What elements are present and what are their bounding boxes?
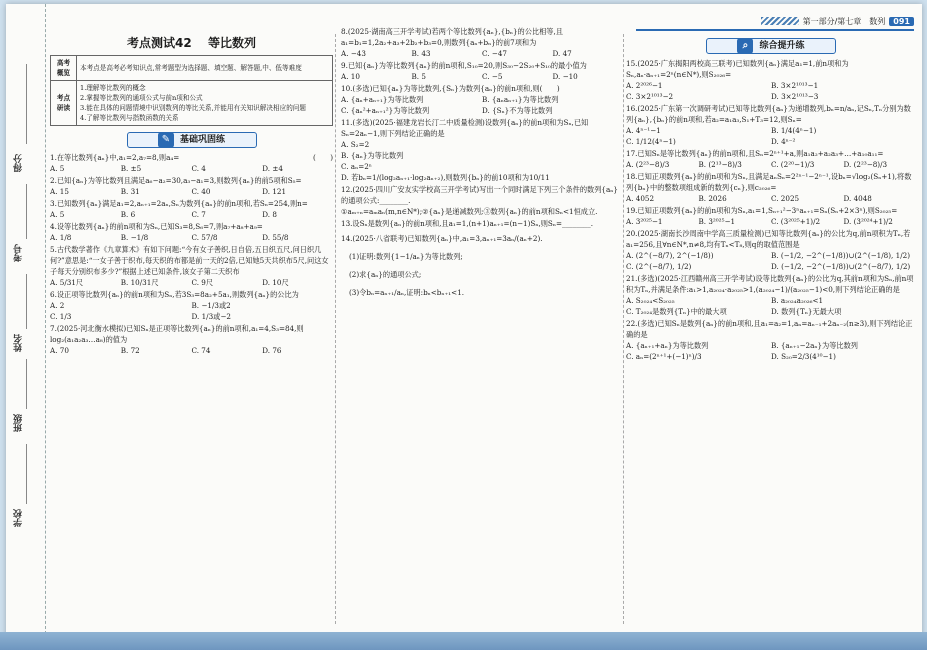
option: B. a₂₀₂₄a₂₀₂₆<1 (771, 296, 824, 305)
option: C. 9尺 (191, 278, 214, 287)
title-number: 考点测试42 (127, 36, 192, 50)
question-stem: 22.(多选)已知Sₙ是数列{aₙ}的前n项和,且a₁=a₂=1,aₙ=aₙ₋₁+2aₙ₋₂(n≥3),则下列结论正确的是 (626, 319, 913, 339)
question-2 (50, 175, 333, 197)
option: C. {aₙ²+aₙ₊₁²}为等比数列 (341, 106, 430, 115)
study-label: 考点研读 (51, 81, 77, 126)
section-basic-label: 基础巩固练 (179, 134, 225, 145)
section-basic-heading (127, 132, 257, 148)
question-6 (50, 289, 333, 322)
option: B. 2026 (698, 194, 727, 203)
option: A. −43 (341, 49, 366, 58)
option: D. 3×2¹⁰¹³−3 (771, 92, 819, 101)
option: C. 74 (191, 346, 211, 355)
exam-no-label: 考号 (14, 244, 24, 262)
question-4 (50, 221, 333, 243)
option: B. 72 (120, 346, 140, 355)
question-stem: 11.(多选)(2025·福建龙岩长汀二中质量检测)设数列{aₙ}的前n项和为Sₙ,已知Sₙ=2aₙ−1,则下列结论正确的是 (341, 118, 589, 138)
question-11 (341, 117, 623, 183)
option: D. 数列{Tₙ}无最大项 (771, 307, 842, 316)
option: B. 3²⁰²⁵−1 (698, 217, 736, 226)
question-18 (626, 171, 916, 204)
question-12 (341, 184, 623, 217)
option: B. 6 (120, 210, 136, 219)
option: D. {Sₙ}不为等比数列 (482, 106, 553, 115)
option: D. 4048 (843, 194, 872, 203)
question-16 (626, 103, 916, 147)
option: C. 57/8 (191, 233, 218, 242)
option: D. 若bₙ=1/(log₂aₙ₊₁·log₂aₙ₊₂),则数列{bₙ}的前10项和为10/11 (341, 173, 550, 182)
option: C. (2²⁰−1)/3 (771, 160, 815, 169)
section-comprehensive-heading (706, 38, 836, 54)
binding-gutter (6, 4, 46, 644)
option: D. (2²³−8)/3 (843, 160, 888, 169)
option: D. 1/3或−2 (191, 312, 231, 321)
question-stem: 15.(2025·广东揭阳两校高三联考)已知数列{aₙ}满足a₁=1,前n项和为Sₙ,aₙ·aₙ₊₁=2ⁿ(n∈N*),则S₂₀₂₆= (626, 59, 849, 79)
question-1 (50, 152, 333, 174)
question-13 (341, 218, 623, 229)
column-divider (623, 34, 624, 624)
option: C. 3×2¹⁰¹³−2 (626, 92, 674, 101)
option: D. ±4 (262, 164, 283, 173)
name-label: 姓名 (14, 334, 24, 352)
option: A. 5 (50, 210, 65, 219)
option: D. −10 (552, 72, 578, 81)
question-15 (626, 58, 916, 102)
question-8 (341, 26, 623, 59)
option: A. 70 (50, 346, 69, 355)
option: B. (−1/2, −2^(−1/8))∪(2^(−1/8), 1/2) (771, 251, 910, 260)
option: C. (3²⁰²⁵+1)/2 (771, 217, 821, 226)
score-label: 得分 (14, 154, 24, 172)
study-points (77, 81, 333, 126)
option: A. (2^(−8/7), 2^(−1/8)) (626, 251, 714, 260)
column-divider (335, 34, 336, 624)
column-3 (626, 42, 916, 363)
option: C. aₙ=2ⁿ (341, 162, 372, 171)
option: A. {aₙ+aₙ₊₁}为等比数列 (341, 95, 424, 104)
question-stem: 9.已知{aₙ}为等比数列{aₙ}的前n项和,S₁₀=20,则S₃₀−2S₂₀+S₁₀的最小值为 (341, 61, 587, 70)
option: B. 3×2¹⁰¹³−1 (771, 81, 819, 90)
option: B. 10/31尺 (120, 278, 159, 287)
question-14 (341, 233, 623, 302)
overview-label: 高考概览 (51, 56, 77, 81)
option: D. (−1/2, −2^(−1/8))∪(2^(−8/7), 1/2) (771, 262, 911, 271)
option: A. 5/31尺 (50, 278, 84, 287)
question-stem: 8.(2025·湖南高三开学考试)若两个等比数列{aₙ},{bₙ}的公比相等,且a₁=b₁=1,2a₂+a₃+2b₂+b₃=0,则数列{aₙ+bₙ}的前7项和为 (341, 27, 563, 47)
question-stem: 19.已知正项数列{aₙ}的前n项和为Sₙ,a₁=1,Sₙ₊₁²−3ⁿaₙ₊₁=Sₙ(Sₙ+2×3ⁿ),则S₂₀₂₅= (626, 206, 898, 215)
question-stem: 3.已知数列{aₙ}满足a₁=2,aₙ₊₁=2aₙ,Sₙ为数列{aₙ}的前n项和,若Sₙ=254,则n= (50, 199, 308, 208)
question-stem: 16.(2025·广东第一次调研考试)已知等比数列{aₙ}为递增数列,bₙ=n/aₙ,记Sₙ,Tₙ分别为数列{aₙ},{bₙ}的前n项和,若a₂=a₁a₃,S₁+T₃=12,则Sₙ= (626, 104, 911, 124)
class-label: 班级 (14, 414, 24, 432)
option: A. S₂₀₂₄<S₂₀₂₅ (626, 296, 675, 305)
option: D. 10尺 (262, 278, 289, 287)
bottom-strip (0, 632, 927, 650)
question-20 (626, 228, 916, 272)
option: A. 1/8 (50, 233, 72, 242)
option: B. 31 (120, 187, 140, 196)
overview-text: 本考点是高考必考知识点,常考题型为选择题、填空题、解答题,中、低等难度 (77, 56, 333, 81)
section-comprehensive-label: 综合提升练 (759, 40, 805, 51)
option: C. 40 (191, 187, 211, 196)
info-table (50, 55, 333, 126)
option: A. 4ⁿ⁻¹−1 (626, 126, 661, 135)
option: D. 55/8 (262, 233, 289, 242)
page-header (761, 14, 914, 28)
header-stripes (761, 17, 799, 25)
question-stem: 17.已知Sₙ是等比数列{aₙ}的前n项和,且Sₙ=2ⁿ⁺¹+a,则a₁a₂+a₂a₃+…+a₁₀a₁₁= (626, 149, 884, 158)
option: D. S₂₀=2/3(4¹⁰−1) (771, 352, 836, 361)
study-point: 4.了解等比数列与指数函数的关系 (80, 114, 179, 122)
option: C. T₂₀₂₄是数列{Tₙ}中的最大项 (626, 307, 727, 316)
option: A. 2²⁰²⁶−1 (626, 81, 663, 90)
question-stem: 5.古代数学著作《九章算术》有如下问题:“今有女子善织,日自倍,五日织五尺,问日织几何?”意思是:“一女子善于织布,每天织的布都是前一天的2倍,已知她5天共织布5尺,问这女子每天分别织布多少?”根据上述已知条件,该女子第二天织布 (50, 245, 329, 276)
option: B. {aₙaₙ₊₁}为等比数列 (482, 95, 559, 104)
question-21 (626, 273, 916, 317)
sub-question: (1)证明:数列{1−1/aₙ}为等比数列; (349, 252, 463, 261)
school-label: 学校 (14, 509, 24, 527)
question-stem: 2.已知{aₙ}为等比数列且满足a₆−a₂=30,a₃−a₁=3,则数列{aₙ}的前5项和S₅= (50, 176, 302, 185)
option: A. 10 (341, 72, 360, 81)
question-10 (341, 83, 623, 116)
option: D. (3²⁰²⁴+1)/2 (843, 217, 893, 226)
magnifier-icon: ⌕ (737, 38, 753, 54)
option: A. 15 (50, 187, 69, 196)
question-stem: 10.(多选)已知{aₙ}为等比数列,{Sₙ}为数列{aₙ}的前n项和,则( ) (341, 84, 560, 93)
option: A. {aₙ₊₁+aₙ}为等比数列 (626, 341, 709, 350)
question-9 (341, 60, 623, 82)
question-19 (626, 205, 916, 227)
option: B. −1/8 (120, 233, 149, 242)
option: C. 1/12(4ⁿ−1) (626, 137, 676, 146)
study-point: 1.理解等比数列的概念 (80, 84, 146, 92)
question-7 (50, 323, 333, 356)
option: B. ±5 (120, 164, 142, 173)
option: A. 2 (50, 301, 65, 310)
header-rule (636, 29, 914, 31)
option: C. 1/3 (50, 312, 72, 321)
sub-question: (3)令bₙ=aₙ₊₁/aₙ,证明:bₙ<bₙ₊₁<1. (349, 288, 465, 297)
question-stem: 14.(2025·八省联考)已知数列{aₙ}中,a₁=3,aₙ₊₁=3aₙ/(aₙ+2). (341, 234, 543, 243)
question-stem: 6.设正项等比数列{aₙ}的前n项和为Sₙ,若3S₃=8a₂+5a₁,则数列{aₙ}的公比为 (50, 290, 299, 299)
name-line (26, 274, 27, 329)
sub-question: (2)求{aₙ}的通项公式; (349, 270, 422, 279)
question-17 (626, 148, 916, 170)
option: C. 4 (191, 164, 206, 173)
option: D. 47 (552, 49, 572, 58)
question-3 (50, 198, 333, 220)
pencil-icon: ✎ (158, 132, 174, 148)
page-title (50, 38, 333, 49)
column-1 (50, 34, 333, 357)
score-line (26, 64, 27, 144)
option: A. S₂=2 (341, 140, 370, 149)
question-stem: 1.在等比数列{aₙ}中,a₁=2,a₇=8,则a₄= (50, 153, 180, 162)
question-5 (50, 244, 333, 288)
option: B. {aₙ}为等比数列 (341, 151, 404, 160)
option: C. −47 (482, 49, 507, 58)
option: D. 8 (262, 210, 277, 219)
column-2 (341, 26, 623, 303)
option: B. 1/4(4ⁿ−1) (771, 126, 817, 135)
question-stem: 18.已知正项数列{aₙ}的前n项和为Sₙ,且满足aₙSₙ=2²ⁿ⁻¹−2ⁿ⁻¹,设bₙ=√log₂(Sₙ+1),将数列{bₙ}中的整数项组成新的数列{cₙ},则c₂₀₂₆= (626, 172, 912, 192)
option: B. 5 (411, 72, 426, 81)
question-conditions: ①aₘ₊ₙ=aₘaₙ(m,n∈N*);②{aₙ}是递减数列;③数列{aₙ}的前n项和Sₙ<1恒成立. (341, 207, 598, 216)
option: C. 2025 (771, 194, 800, 203)
option: C. 7 (191, 210, 206, 219)
question-stem: 21.(多选)(2025·江西赣州高三开学考试)设等比数列{aₙ}的公比为q,其前n项和为Sₙ,前n项积为Tₙ,并满足条件:a₁>1,a₂₀₂₄·a₂₀₂₅>1,(a₂₀₂₄−1)/(a₂₀₂₅−1)<0,则下列结论正确的是 (626, 274, 914, 294)
option: A. 4052 (626, 194, 655, 203)
question-stem: 7.(2025·河北衡水模拟)已知Sₙ是正项等比数列{aₙ}的前n项和,a₁=4,S₃=84,则log₂(a₁a₂a₃…a₈)的值为 (50, 324, 304, 344)
exam-no-line (26, 184, 27, 239)
answer-paren: ( ) (313, 153, 333, 162)
chapter-label: 第一部分/第七章 数列 (802, 16, 886, 26)
option: C. aₙ=(2ⁿ⁺¹+(−1)ⁿ)/3 (626, 352, 702, 361)
question-stem: 12.(2025·四川广安友实学校高三开学考试)写出一个同时满足下列三个条件的数列{aₙ}的通项公式:________. (341, 185, 618, 205)
study-point: 2.掌握等比数列的通项公式与前n项和公式 (80, 94, 203, 102)
school-line (26, 444, 27, 504)
option: B. 43 (411, 49, 431, 58)
option: B. {aₙ₊₁−2aₙ}为等比数列 (771, 341, 858, 350)
option: A. 5 (50, 164, 65, 173)
option: C. (2^(−8/7), 1/2) (626, 262, 692, 271)
option: B. (2¹³−8)/3 (698, 160, 742, 169)
study-point: 3.能在具体的问题情境中识别数列的等比关系,并能用有关知识解决相应的问题 (80, 104, 306, 112)
title-topic: 等比数列 (207, 36, 256, 50)
option: A. 3²⁰²⁵−1 (626, 217, 663, 226)
question-stem: 4.设等比数列{aₙ}的前n项和为Sₙ,已知S₃=8,S₆=7,则a₇+a₈+a₉= (50, 222, 263, 231)
question-stem: 20.(2025·湖南长沙周南中学高三质量检测)已知等比数列{aₙ}的公比为q,前n项积为Tₙ,若a₁=256,且∀n∈N*,n≠8,均有Tₙ<T₈,则q的取值范围是 (626, 229, 911, 249)
document-page (6, 4, 922, 644)
option: D. 76 (262, 346, 282, 355)
option: D. 4ⁿ⁻² (771, 137, 796, 146)
question-22 (626, 318, 916, 362)
page-number: 091 (889, 17, 914, 26)
option: C. −5 (482, 72, 503, 81)
option: B. −1/3或2 (191, 301, 231, 310)
option: A. (2²³−8)/3 (626, 160, 670, 169)
option: D. 121 (262, 187, 287, 196)
class-line (26, 359, 27, 409)
question-stem: 13.设Sₙ是数列{aₙ}的前n项和,且a₁=1,(n+1)aₙ₊₁=(n−1)Sₙ,则Sₙ=________. (341, 219, 594, 228)
